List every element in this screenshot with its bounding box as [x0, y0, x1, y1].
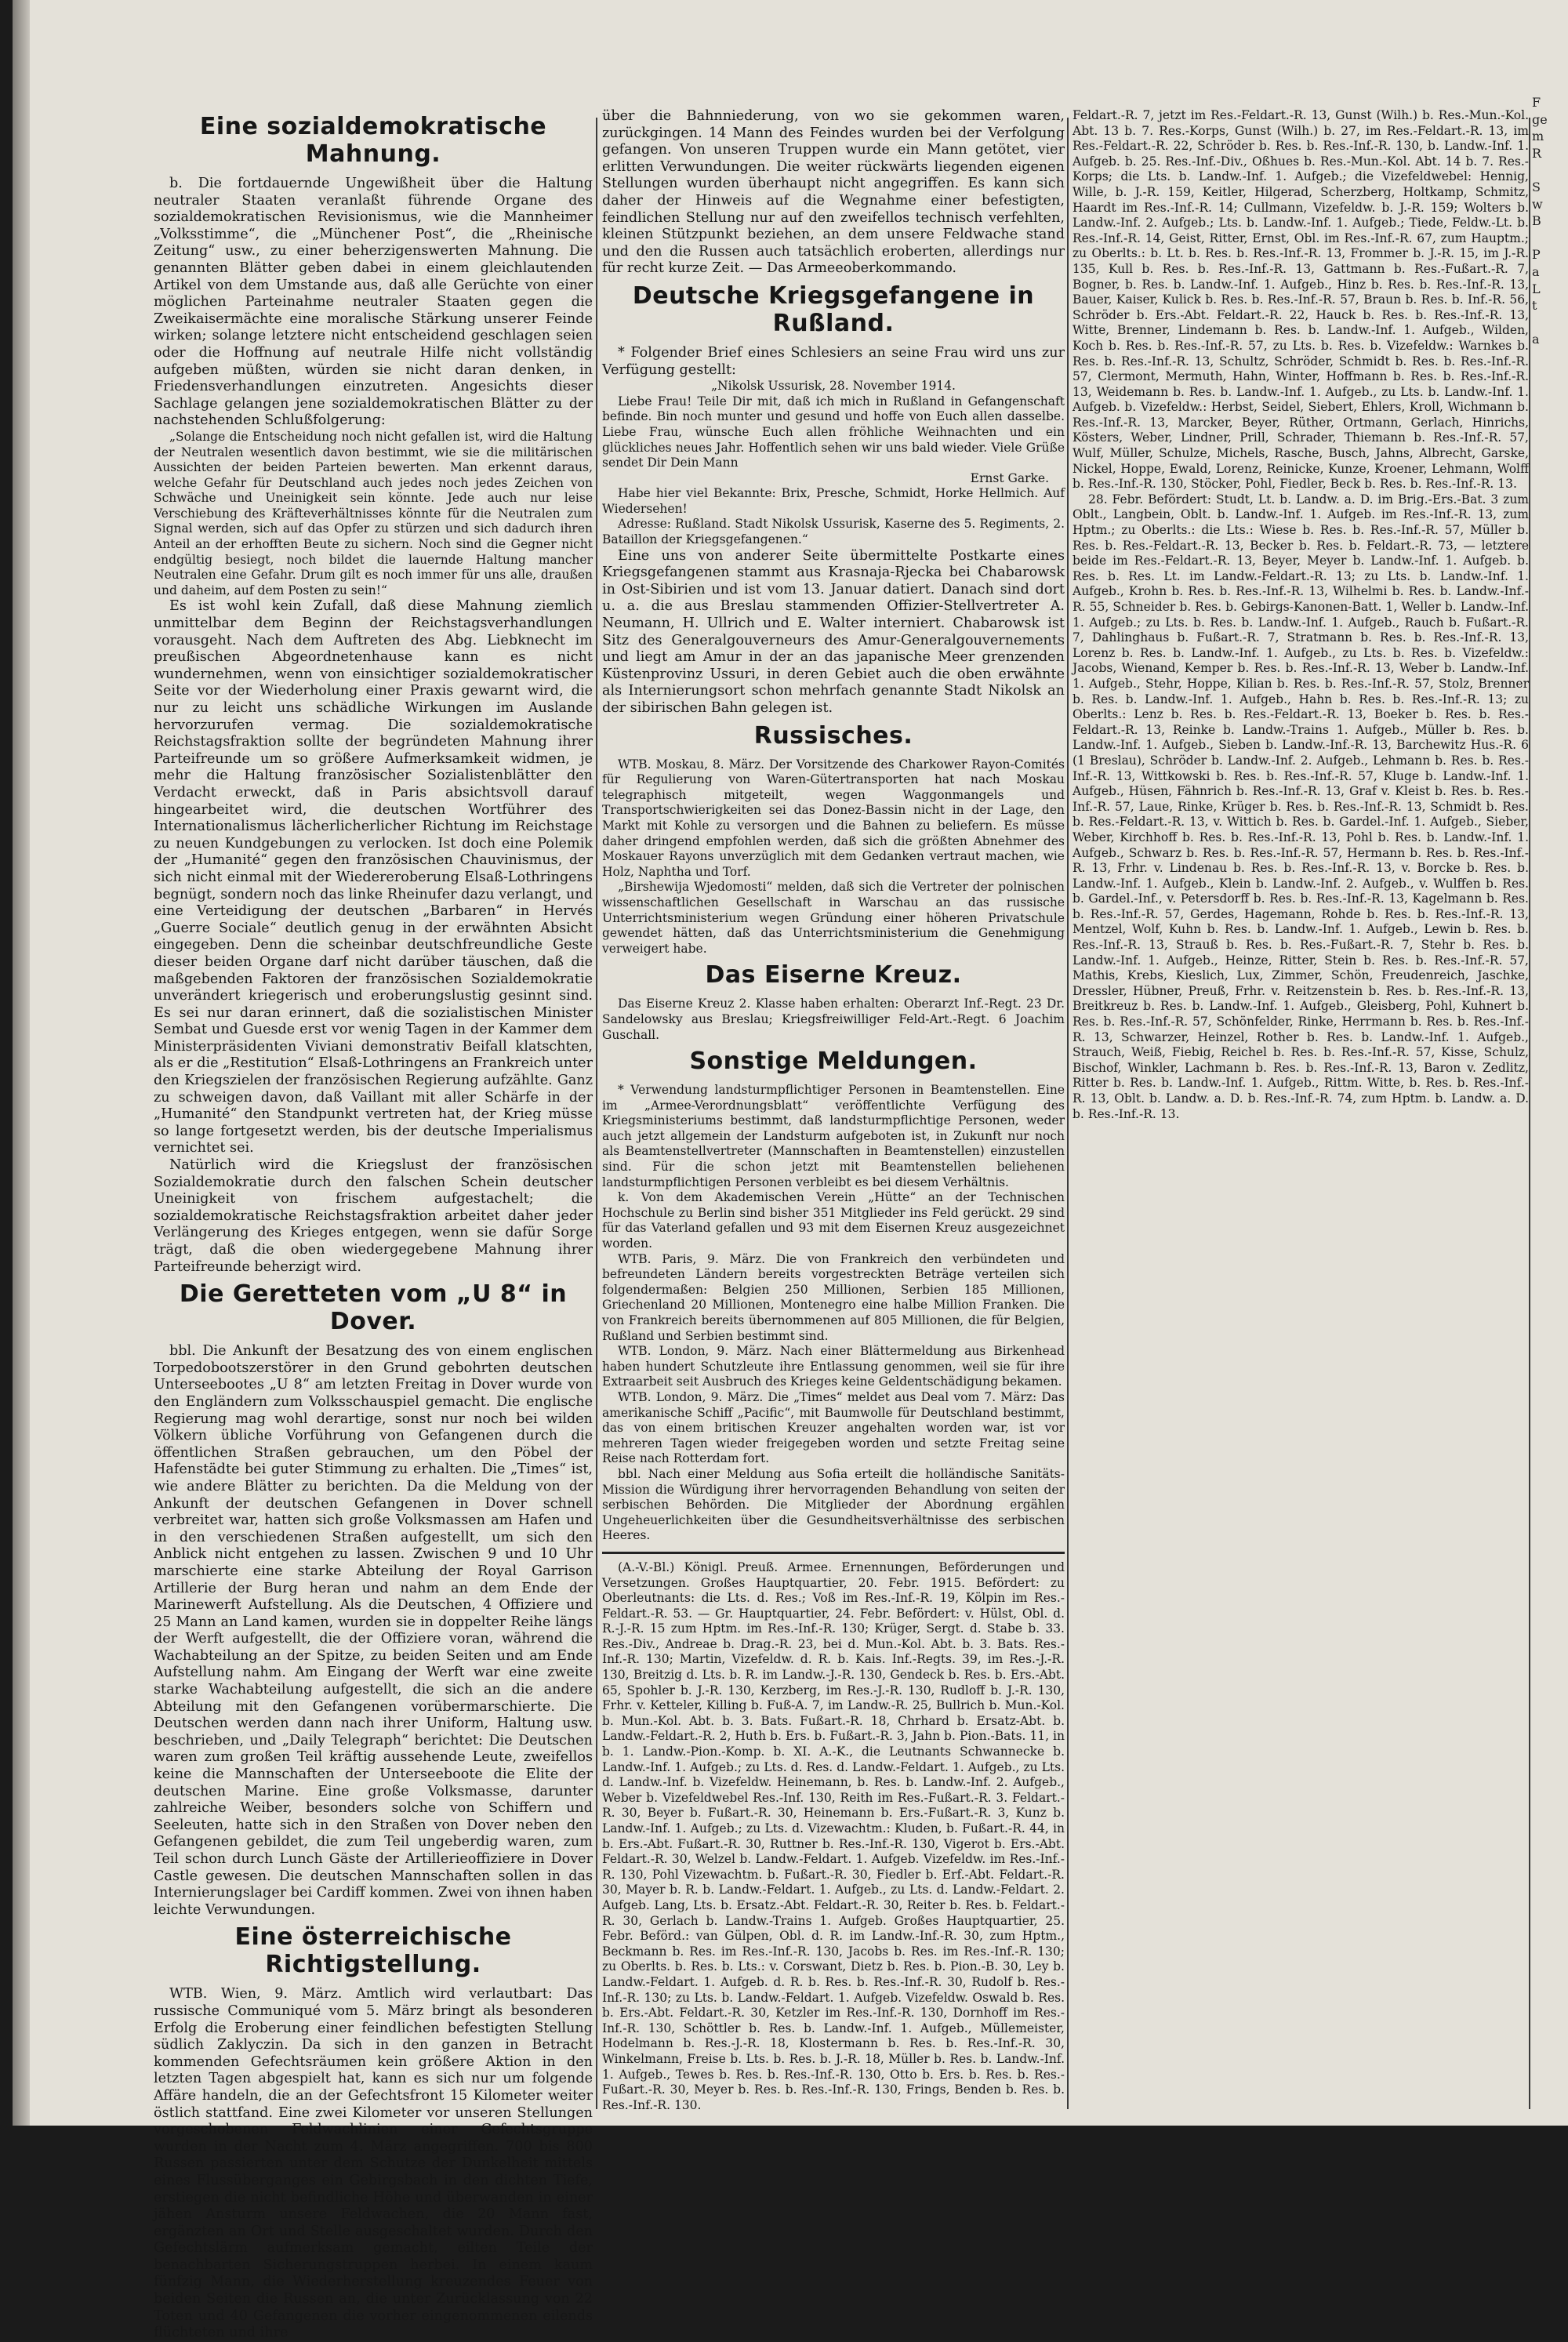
cropped-line-fragment	[1532, 467, 1568, 484]
cropped-line-fragment: t	[1532, 298, 1537, 314]
cropped-line-fragment: F	[1532, 95, 1541, 110]
cropped-line-fragment	[1532, 500, 1568, 517]
article-heading: Deutsche Kriegsgefangene in Rußland.	[632, 281, 1035, 337]
military-appointments: 28. Febr. Befördert: Studt, Lt. b. Landw. a. D. im Brig.-Ers.-Bat. 3 zum Oblt., Langbein, Oblt. b. Landw.-Inf. 1. Aufgeb. im Res.-Inf.-R. 13, zum Hptm.; zu Oberlts.: die Lts.: Wiese b. Res. b. Res.-Inf.-R. 57, Müller b. Res. b. Res.-Feldart.-R. 13, Becker b. Res. b. Feldart.-R. 73, — letztere beide im Res.-Feldart.-R. 13, Beyer, Meyer b. Landw.-Inf. 1. Aufgeb. b. Res. b. Res. Lt. im Landw.-Feldart.-R. 13; zu Lts. b. Landw.-Inf. 1. Aufgeb., Krohn b. Res. b. Res.-Inf.-R. 13, Wilhelmi b. Res. b. Landw.-Inf.-R. 55, Schneider b. Res. b. Gebirgs-Kanonen-Batt. 1, Weller b. Landw.-Inf. 1. Aufgeb.; zu Lts. b. Res. b. Landw.-Inf. 1. Aufgeb., Rauch b. Fußart.-R. 7, Dahlinghaus b. Fußart.-R. 7, Stratmann b. Res. b. Res.-Inf.-R. 13, Lorenz b. Res. b. Landw.-Inf. 1. Aufgeb., zu Lts. b. Res. b. Vizefeldw.: Jacobs, Wienand, Kemper b. Res. b. Res.-Inf.-R. 13, Weber b. Landw.-Inf. 1. Aufgeb., Stehr, Hoppe, Kilian b. Res. b. Res.-Inf.-R. 57, Stolz, Brenner b. Res. b. Landw.-Inf. 1. Aufgeb., Hahn b. Res. b. Res.-Inf.-R. 13; zu Oberlts.: Lenz b. Res. b. Res.-Feldart.-R. 13, Boeker b. Res. b. Res.-Feldart.-R. 13, Reinke b. Landw.-Trains 1. Aufgeb., Müller b. Res. b. Landw.-Inf. 1. Aufgeb., Sieben b. Landw.-Inf.-R. 13, Barchewitz Hus.-R. 6 (1 Breslau), Schröder b. Landw.-Inf. 2. Aufgeb., Lehmann b. Res. b. Res.-Inf.-R. 13, Wittkowski b. Res. b. Res.-Inf.-R. 57, Kluge b. Landw.-Inf. 1. Aufgeb., Hüsen, Fähnrich b. Res.-Inf.-R. 13, Graf v. Kleist b. Res. b. Res.-Inf.-R. 57, Laue, Rinke, Krüger b. Res. b. Res.-Inf.-R. 13, Schmidt b. Res. b. Res.-Feldart.-R. 13, v. Wittich b. Res. b. Gardel.-Inf. 1. Aufgeb., Sieber, Weber, Kirchhoff b. Res. b. Res.-Inf.-R. 13, Pohl b. Res. b. Landw.-Inf. 1. Aufgeb., Schwarz b. Res. b. Res.-Inf.-R. 57, Hermann b. Res. b. Res.-Inf.-R. 13, Frhr. v. Lindenau b. Res. b. Res.-Inf.-R. 13, v. Borcke b. Res. b. Landw.-Inf. 1. Aufgeb., Klein b. Landw.-Inf. 2. Aufgeb., v. Wulffen b. Res. b. Gardel.-Inf., v. Petersdorff b. Res. b. Res.-Inf.-R. 13, Kagelmann b. Res. b. Res.-Inf.-R. 57, Gerdes, Hagemann, Rohde b. Res. b. Res.-Inf.-R. 13, Mentzel, Wolf, Kuhn b. Res. b. Landw.-Inf. 1. Aufgeb., Lewin b. Res. b. Res.-Inf.-R. 13, Strauß b. Res. b. Res.-Fußart.-R. 7, Stehr b. Res. b. Landw.-Inf. 1. Aufgeb., Heinze, Ritter, Stein b. Res. b. Res.-Inf.-R. 57, Mathis, Krebs, Kieslich, Lux, Zimmer, Schön, Freudenreich, Jaschke, Dressler, Hübner, Preuß, Frhr. v. Reitzenstein b. Res. b. Res.-Inf.-R. 13, Breitkreuz b. Res. b. Landw.-Inf. 1. Aufgeb., Gleisberg, Pohl, Kuhnert b. Res. b. Res.-Inf.-R. 57, Schönfelder, Rinke, Herrmann b. Res. b. Res.-Inf.-R. 13, Schwarzer, Heinzel, Rother b. Res. b. Landw.-Inf. 1. Aufgeb., Strauch, Weiß, Fiebig, Reichel b. Res. b. Res.-Inf.-R. 57, Kisse, Schulz, Bischof, Winkler, Lachmann b. Res. b. Res.-Inf.-R. 13, Baron v. Zedlitz, Ritter b. Res. b. Landw.-Inf. 1. Aufgeb., Rittm. Witte, b. Res. b. Res.-Inf.-R. 13, Oblt. b. Landw. a. D. b. Res.-Inf.-R. 74, zum Hptm. b. Landw. a. D. b. Res.-Inf.-R. 13.	[1073, 492, 1529, 1121]
cropped-line-fragment	[1532, 382, 1568, 399]
article-paragraph: WTB. London, 9. März. Nach einer Blättermeldung aus Birkenhead haben hundert Schutzleute ihre Entlassung genommen, weil sie für ihre Extraarbeit seit Ausbruch des Krieges keine Geldentschädigung bekamen.	[602, 1344, 1065, 1389]
article-paragraph: * Verwendung landsturmpflichtiger Personen in Beamtenstellen. Eine im „Armee-Verordnungsblatt“ veröffentlichte Verfügung des Kriegsministeriums bestimmt, daß landsturmpflichtige Personen, weder auch jetzt allgemein der Landsturm aufgeboten ist, in Zukunft nur noch als Beamtenstellvertreter (Mannschaften in Beamtenstellen) einzustellen sind. Für die schon jetzt mit Beamtenstellen beliehenen landsturmpflichtigen Personen verbleibt es bei diesem Verhältnis.	[602, 1083, 1065, 1189]
cropped-line-fragment	[1532, 568, 1568, 586]
letter-signature: Ernst Garke.	[970, 470, 1049, 485]
article-paragraph: über die Bahnniederung, von wo sie gekommen waren, zurückgingen. 14 Mann des Feindes wurden bei der Verfolgung gefangen. Von unseren Truppen wurde ein Mann getötet, vier erlitten Verwundungen. Die weiter rückwärts liegenden eigenen Stellungen wurden überhaupt nicht angegriffen. Es kann sich daher der Hinweis auf die Wegnahme einer befestigten, feindlichen Stellung nur auf den zweifellos technisch verfehlten, kleinen Stützpunkt beziehen, an dem unsere Feldwache stand und den die Russen auch tatsächlich eroberten, allerdings nur für recht kurze Zeit. — Das Armeeoberkommando.	[602, 108, 1065, 277]
cropped-line-fragment	[1532, 314, 1568, 332]
cropped-line-fragment: S	[1532, 179, 1541, 194]
cropped-line-fragment	[1532, 602, 1568, 619]
military-appointments: (A.-V.-Bl.) Königl. Preuß. Armee. Ernennungen, Beförderungen und Versetzungen. Großes Hauptquartier, 20. Febr. 1915. Befördert: zu Oberleutnants: die Lts. d. Res.; Voß im Res.-Inf.-R. 19, Kölpin im Res.-Feldart.-R. 53. — Gr. Hauptquartier, 24. Febr. Befördert: v. Hülst, Obl. d. R.-J.-R. 15 zum Hptm. im Res.-Inf.-R. 130; Krüger, Sergt. d. Stabe b. 33. Res.-Div., Andreae b. Drag.-R. 23, bei d. Mun.-Kol. Abt. b. 3. Bats. Res.-Inf.-R. 130; Martin, Vizefeldw. d. R. b. Kais. Inf.-Regts. 39, im Res.-J.-R. 130, Breitzig d. Lts. b. R. im Landw.-J.-R. 130, Gendeck b. Res. b. Ers.-Abt. 65, Spohler b. J.-R. 130, Kerzberg, im Res.-J.-R. 130, Rudloff b. J.-R. 130, Frhr. v. Ketteler, Killing b. Fuß-A. 7, im Landw.-R. 25, Bullrich b. Mun.-Kol. b. Mun.-Kol. Abt. b. 3. Bats. Fußart.-R. 18, Chrhard b. Ersatz-Abt. b. Landw.-Feldart.-R. 2, Huth b. Ers. b. Fußart.-R. 3, Jahn b. Pion.-Bats. 11, in b. 1. Landw.-Pion.-Komp. b. XI. A.-K., die Leutnants Schwannecke b. Landw.-Inf. 1. Aufgeb.; zu Lts. d. Res. d. Landw.-Feldart. 1. Aufgeb., zu Lts. d. Landw.-Inf. b. Vizefeldw. Heinemann, b. Res. b. Landw.-Inf. 2. Aufgeb., Weber b. Vizefeldwebel Res.-Inf. 130, Reith im Res.-Fußart.-R. 3. Feldart.-R. 30, Beyer b. Fußart.-R. 30, Heinemann b. Ers.-Fußart.-R. 3, Kunz b. Landw.-Inf. 1. Aufgeb.; zu Lts. d. Vizewachtm.: Kluden, b. Fußart.-R. 44, in b. Ers.-Abt. Fußart.-R. 30, Ruttner b. Res.-Inf.-R. 130, Vigerot b. Ers.-Abt. Feldart.-R. 30, Welzel b. Landw.-Feldart. 1. Aufgeb. Vizefeldw. im Res.-Inf.-R. 130, Pohl Vizewachtm. b. Fußart.-R. 30, Fiedler b. Erf.-Abt. Feldart.-R. 30, Mayer b. R. b. Landw.-Feldart. 1. Aufgeb., zu Lts. d. Landw.-Feldart. 2. Aufgeb. Lang, Lts. b. Ersatz.-Abt. Feldart.-R. 30, Reiter b. Res. b. Feldart.-R. 30, Gerlach b. Landw.-Trains 1. Aufgeb. Großes Hauptquartier, 25. Febr. Beförd.: van Gülpen, Obl. d. R. im Landw.-Inf.-R. 30, zum Hptm., Beckmann b. Res. im Res.-Inf.-R. 130, Jacobs b. Res. im Res.-Inf.-R. 130; zu Oberlts. b. Res. b. Lts.: v. Corswant, Dietz b. Res. b. Pion.-B. 30, Ley b. Landw.-Feldart. 1. Aufgeb. d. R. b. Res. b. Res.-Inf.-R. 30, Rudolf b. Res.-Inf.-R. 130; zu Lts. b. Landw.-Feldart. 1. Aufgeb. Vizefeldw. Oswald b. Res. b. Ers.-Abt. Feldart.-R. 30, Ketzler im Res.-Inf.-R. 130, Dornhoff im Res.-Inf.-R. 130, Schöttler b. Res. b. Landw.-Inf. 1. Aufgeb., Müllemeister, Hodelmann b. Res.-J.-R. 18, Klostermann b. Res. b. Res.-Inf.-R. 30, Winkelmann, Freise b. Lts. b. Res. b. J.-R. 18, Müller b. Res. b. Landw.-Inf. 1. Aufgeb., Tewes b. Res. b. Res.-Inf.-R. 130, Otto b. Ers. b. Res. b. Res.-Fußart.-R. 30, Meyer b. Res. b. Res.-Inf.-R. 130, Frings, Benden b. Res. b. Res.-Inf.-R. 130.	[602, 1560, 1065, 2112]
cropped-line-fragment	[1532, 399, 1568, 416]
article-paragraph: Natürlich wird die Kriegslust der französischen Sozialdemokratie durch den falschen Schein deutscher Uneinigkeit von frischem aufgestachelt; die sozialdemokratische Reichstagsfraktion arbeitet daher jeder Verlängerung des Krieges entgegen, wenn sie dafür Sorge trägt, daß die oben wiedergegebene Mahnung ihrer Parteifreunde beherzigt wird.	[154, 1157, 593, 1275]
cropped-line-fragment	[1532, 365, 1568, 383]
cropped-line-fragment: P	[1532, 247, 1541, 263]
cropped-line-fragment	[1532, 585, 1568, 602]
article-paragraph: Es ist wohl kein Zufall, daß diese Mahnung ziemlich unmittelbar dem Beginn der Reichstagsverhandlungen vorausgeht. Nach dem Auftreten des Abg. Liebknecht im preußischen Abgeordnetenhause kann es nicht wundernehmen, wenn von einsichtiger sozialdemokratischer Seite vor der Wiederholung einer Praxis gewarnt wird, die nur zu leicht uns schädliche Wirkungen im Auslande hervorzurufen vermag. Die sozialdemokratische Reichstagsfraktion sollte der begründeten Mahnung ihrer Parteifreunde um so größere Aufmerksamkeit widmen, je mehr die Haltung französischer Sozialistenblätter den Verdacht erweckt, daß in Paris absichtsvoll darauf hingearbeitet wird, die deutschen Wortführer des Internationalismus lächerlicherlicher Richtung im Reichstage zu neuen Kundgebungen zu verlocken. Ist doch eine Polemik der „Humanité“ gegen den französischen Chauvinismus, der sich nicht einmal mit der Wiedereroberung Elsaß-Lothringens begnügt, sondern noch das linke Rheinufer dazu verlangt, und eine Verteidigung der deutschen „Barbaren“ in Hervés „Guerre Sociale“ deutlich genug in der erwähnten Absicht eingegeben. Denn die scheinbar deutschfreundliche Geste dieser beiden Organe darf nicht darüber täuschen, daß die maßgebenden Faktoren der französischen Sozialdemokratie unverändert kriegerisch und eroberungslustig gesinnt sind. Es sei nur daran erinnert, daß die sozialistischen Minister Sembat und Guesde erst vor wenig Tagen in der Kammer dem Ministerpräsidenten Viviani demonstrativ Beifall klatschten, als er die „Restitution“ Elsaß-Lothringens an Frankreich unter den Kriegszielen der französischen Regierung aufzählte. Ganz zu schweigen davon, daß Vaillant mit aller Schärfe in der „Humanité“ den Standpunkt vertreten hat, der Krieg müsse so lange fortgesetzt werden, bis der deutsche Imperialismus vernichtet sei.	[154, 598, 593, 1156]
letter-address: Adresse: Rußland. Stadt Nikolsk Ussurisk, Kaserne des 5. Regiments, 2. Bataillon der Kriegsgefangenen.“	[602, 517, 1065, 547]
column-rule	[596, 118, 597, 2109]
article-paragraph: Eine uns von anderer Seite übermittelte Postkarte eines Kriegsgefangenen stammt aus Krasnaja-Rjecka bei Chabarowsk in Ost-Sibirien und ist vom 13. Januar datiert. Danach sind dort u. a. die aus Breslau stammenden Offizier-Stellvertreter A. Neumann, H. Ullrich und E. Walter interniert. Chabarowsk ist Sitz des Generalgouverneurs des Amur-Generalgouvernements und liegt am Amur in der an das japanische Meer grenzenden Küstenprovinz Ussuri, in deren Gebiet auch die oben erwähnte als Internierungsort schon mehrfach genannte Stadt Nikolsk an der sibirischen Bahn gelegen ist.	[602, 547, 1065, 716]
column-1	[154, 108, 593, 2341]
cropped-line-fragment	[1532, 162, 1568, 179]
cropped-line-fragment: m	[1532, 129, 1544, 144]
cropped-line-fragment: L	[1532, 281, 1541, 296]
cropped-line-fragment	[1532, 416, 1568, 433]
article-heading: Sonstige Meldungen.	[689, 1048, 978, 1076]
military-appointments: Feldart.-R. 7, jetzt im Res.-Feldart.-R. 13, Gunst (Wilh.) b. Res.-Mun.-Kol. Abt. 13 b. 7. Res.-Korps, Gunst (Wilh.) b. 27, im Res.-Feldart.-R. 13, im Res.-Feldart.-R. 22, Schröder b. Res. b. Res.-Inf.-R. 130, b. Landw.-Inf. 1. Aufgeb. b. 25. Res.-Inf.-Div., Oßhues b. Res.-Mun.-Kol. Abt. 14 b. 7. Res.-Korps; die Lts. b. Landw.-Inf. 1. Aufgeb.; die Vizefeldwebel: Hennig, Wille, b. J.-R. 159, Keitler, Hilgerad, Scherzberg, Holtkamp, Schmitz, Haardt im Res.-Inf.-R. 14; Cullmann, Vizefeldw. b. J.-R. 159; Wolters b. Landw.-Inf. 2. Aufgeb.; Lts. b. Landw.-Inf. 1. Aufgeb.; Tiede, Feldw.-Lt. b. Res.-Inf.-R. 14, Geist, Ritter, Ernst, Obl. im Res.-Inf.-R. 67, zum Hauptm.; zu Oberlts.: b. Lt. b. Res. b. Res.-Inf.-R. 13, Frommer b. J.-R. 15, im J.-R. 135, Kull b. Res. b. Res.-Inf.-R. 13, Gattmann b. Res.-Fußart.-R. 7, Bogner, b. Res. b. Landw.-Inf. 1. Aufgeb., Hinz b. Res. b. Res.-Inf.-R. 13, Bauer, Kaiser, Kulick b. Res. b. Res.-Inf.-R. 57, Braun b. Res. b. Inf.-R. 56, Schröder b. Ers.-Abt. Feldart.-R. 22, Hauck b. Res. b. Res.-Inf.-R. 13, Witte, Brenner, Lindemann b. Res. b. Landw.-Inf. 1. Aufgeb., Wilden, Koch b. Res. b. Res.-Inf.-R. 57, zu Lts. b. Res. b. Vizefeldw.: Warnkes b. Res. b. Res.-Inf.-R. 13, Schultz, Schröder, Schmidt b. Res. b. Res.-Inf.-R. 57, Clermont, Mermuth, Hahn, Winter, Hoffmann b. Res. b. Res.-Inf.-R. 13, Weidemann b. Res. b. Landw.-Inf. 1. Aufgeb., zu Lts. b. Landw.-Inf. 1. Aufgeb. b. Vizefeldw.: Herbst, Seidel, Siebert, Ehlers, Kroll, Wichmann b. Res.-Inf.-R. 13, Marcker, Beyer, Rüther, Ortmann, Gerlach, Hinrichs, Kösters, Weber, Lindner, Prill, Schrader, Thiemann b. Res.-Inf.-R. 57, Wulf, Müller, Schulze, Michels, Rasche, Busch, Jahns, Albrecht, Garske, Nickel, Hoppe, Ewald, Lorenz, Reinicke, Kunze, Kroener, Lehmann, Wolff b. Res.-Inf.-R. 130, Stöcker, Pohl, Fiedler, Beck b. Res. b. Res.-Inf.-R. 13.	[1073, 108, 1529, 492]
column-3	[1073, 108, 1529, 2123]
letter-dateline: „Nikolsk Ussurisk, 28. November 1914.	[711, 379, 956, 394]
article-paragraph: k. Von dem Akademischen Verein „Hütte“ an der Technischen Hochschule zu Berlin sind bisher 351 Mitglieder ins Feld gerückt. 29 sind für das Vaterland gefallen und 93 mit dem Eisernen Kreuz ausgezeichnet worden.	[602, 1190, 1065, 1251]
article-paragraph: WTB. Moskau, 8. März. Der Vorsitzende des Charkower Rayon-Comités für Regulierung von Waren-Gütertransporten hat nach Moskau telegraphisch mitgeteilt, wegen Waggonmangels und Transportschwierigkeiten sei das Donez-Bassin nicht in der Lage, den Markt mit Kohle zu versorgen und die Bahnen zu beliefern. Es müsse daher dringend empfohlen werden, daß sich die größten Abnehmer des Moskauer Rayons unverzüglich mit dem Gedanken vertraut machen, wie Holz, Naphtha und Torf.	[602, 757, 1065, 879]
cropped-line-fragment	[1532, 619, 1568, 636]
binding-gutter	[13, 0, 30, 2126]
cropped-line-fragment: a	[1532, 263, 1540, 279]
column-rule	[1067, 118, 1069, 2109]
article-heading: Das Eiserne Kreuz.	[705, 961, 962, 989]
column-rule	[1529, 118, 1530, 2109]
article-heading: Eine sozialdemokratische Mahnung.	[199, 113, 547, 168]
article-paragraph: Das Eiserne Kreuz 2. Klasse haben erhalten: Oberarzt Inf.-Regt. 23 Dr. Sandelowsky aus Breslau; Kriegsfreiwilliger Feld-Art.-Regt. 6 Joachim Guschall.	[602, 997, 1065, 1042]
cropped-line-fragment: w	[1532, 196, 1543, 212]
column-2	[602, 108, 1065, 2123]
article-heading: Russisches.	[753, 721, 913, 750]
article-heading: Die Geretteten vom „U 8“ in Dover.	[179, 1280, 568, 1336]
letter-body: Liebe Frau! Teile Dir mit, daß ich mich in Rußland in Gefangenschaft befinde. Bin noch munter und gesund und hoffe von Euch allen dasselbe. Liebe Frau, wünsche Euch allen fröhliche Weihnachten und ein glückliches neues Jahr. Hoffentlich sehen wir uns bald wieder. Viele Grüße sendet Dir Dein Mann	[602, 394, 1065, 470]
quoted-paragraph: „Solange die Entscheidung noch nicht gefallen ist, wird die Haltung der Neutralen wesentlich davon bestimmt, wie sie die militärischen Aussichten der beiden Parteien bewerten. Man erkennt daraus, welche Gefahr für Deutschland auch jedes noch jedes Zeichen von Schwäche und Uneinigkeit sein könnte. Jede auch nur leise Verschiebung des Kräfteverhältnisses könnte für die Neutralen zum Signal werden, sich auf das Opfer zu stürzen und sich dadurch ihren Anteil an der erhofften Beute zu sichern. Noch sind die Gegner nicht endgültig besiegt, noch bildet die lauernde Haltung mancher Neutralen eine Gefahr. Drum gilt es noch immer für uns alle, draußen und daheim, auf dem Posten zu sein!“	[154, 429, 593, 597]
article-paragraph: WTB. London, 9. März. Die „Times“ meldet aus Deal vom 7. März: Das amerikanische Schiff „Pacific“, mit Baumwolle für Deutschland bestimmt, das von einem britischen Kreuzer angehalten worden war, ist vor mehreren Tagen wieder freigegeben worden und setzte Freitag seine Reise nach Rotterdam fort.	[602, 1389, 1065, 1466]
article-paragraph: WTB. Wien, 9. März. Amtlich wird verlautbart: Das russische Communiqué vom 5. März bringt als besonderen Erfolg die Eroberung einer feindlichen befestigten Stellung südlich Zaklyczin. Da sich in den ganzen in Betracht kommenden Gefechtsräumen kein größere Aktion in den letzten Tagen abgespielt hat, kann es sich nur um folgende Affäre handeln, die an der Gefechtsfront 15 Kilometer weiter östlich stattfand. Eine zwei Kilometer vor unseren Stellungen vorgeschobenen Feldwachlinien einer Gefechtsgruppe wurden in der Nacht zum 4. März angegriffen. 700 bis 800 Russen passierten unter dem Schutze der Dunkelheit mittels eines Flussüberganges ein Gebirgsbach in den dichten Tiefe, erstiegen die nicht befindliche Höhe und überwanden in einer jähen Ansturm unsere Feldwachen, die 20 Mann fast, ergänzten an Ort und Stelle ausgeschaltet wurden. Durch den Gefechtslärm aufmerksam gemacht, eilten Teile der benachbarten Sicherungstruppen herbei. In einem kaum fünfzig Mann, die Wiederherstellung kreuzendes Feuer von beiden Seiten die Russen an, die unter Zurücklassung von 22 Toten und 40 Gefangenen die vorher eingenommenen eilends flüchteten und ihre	[154, 1986, 593, 2341]
section-divider	[602, 1552, 1065, 1554]
cropped-line-fragment	[1532, 433, 1568, 450]
article-paragraph: bbl. Die Ankunft der Besatzung des von einem englischen Torpedobootszerstörer in den Grund gebohrten deutschen Unterseebootes „U 8“ am letzten Freitag in Dover wurde von den Engländern zum Volksschauspiel gemacht. Die englische Regierung mag wohl derartige, sonst nur noch bei wilden Völkern übliche Vorführung von Gefangenen durch die öffentlichen Straßen gebrauchen, um den Pöbel der Hafenstädte bei guter Stimmung zu erhalten. Die „Times“ ist, wie andere Blätter zu berichten. Da die Meldung von der Ankunft der deutschen Gefangenen in Dover schnell verbreitet war, hatten sich große Volksmassen am Hafen und in den verschiedenen Straßen aufgestellt, um sich den Anblick nicht entgehen zu lassen. Zwischen 9 und 10 Uhr marschierte eine starke Abteilung der Royal Garrison Artillerie der Burg heran und nahm an dem Ende der Marinewerft Aufstellung. Als die Deutschen, 4 Offiziere und 25 Mann an Land kamen, wurden sie in doppelter Reihe längs der Werft aufgestellt, die der Offiziere voran, während die Wachabteilung an der Spitze, zu beiden Seiten und am Ende Aufstellung nahm. Am Eingang der Werft war eine zweite starke Wachabteilung aufgestellt, die sich an die andere Abteilung mit den Gefangenen vorübermarschierte. Die Deutschen werden dann nach ihrer Uniform, Haltung usw. beschrieben, und „Daily Telegraph“ berichtet: Die Deutschen waren zum großen Teil kräftig aussehende Leute, zweifellos keine die Mannschaften der Unterseeboote die Elite der deutschen Marine. Eine große Volksmasse, darunter zahlreiche Weiber, besonders solche von Schiffern und Seeleuten, hatte sich in den Straßen von Dover neben den Gefangenen gebildet, die zum Teil ungeberdig waren, zum Teil schon durch Lunch Gäste der Artillerieoffiziere in Dover Castle gewesen. Die deutschen Mannschaften sollen in das Internierungslager bei Cardiff kommen. Zwei von ihnen haben leichte Verwundungen.	[154, 1343, 593, 1918]
article-heading: Eine österreichische Richtigstellung.	[234, 1923, 512, 1979]
letter-postscript: Habe hier viel Bekannte: Brix, Presche, Schmidt, Horke Hellmich. Auf Wiedersehen!	[602, 486, 1065, 516]
cropped-line-fragment	[1532, 551, 1568, 568]
cropped-line-fragment	[1532, 517, 1568, 535]
cropped-line-fragment: B	[1532, 213, 1541, 229]
cropped-next-column	[1532, 94, 1568, 2126]
cropped-line-fragment	[1532, 230, 1568, 247]
article-paragraph: WTB. Paris, 9. März. Die von Frankreich den verbündeten und befreundeten Ländern bereits vorgestreckten Beträge verteilen sich folgendermaßen: Belgien 250 Millionen, Serbien 185 Millionen, Griechenland 20 Millionen, Montenegro eine halbe Million Franken. Die von Frankreich bereits übernommenen auf 805 Millionen, die für Belgien, Rußland und Serbien bestimmt sind.	[602, 1251, 1065, 1343]
cropped-line-fragment	[1532, 449, 1568, 467]
cropped-line-fragment: a	[1532, 332, 1540, 347]
cropped-line-fragment	[1532, 348, 1568, 365]
cropped-line-fragment: ge	[1532, 111, 1548, 127]
cropped-line-fragment	[1532, 534, 1568, 551]
article-paragraph: * Folgender Brief eines Schlesiers an seine Frau wird uns zur Verfügung gestellt:	[602, 344, 1065, 378]
article-paragraph: bbl. Nach einer Meldung aus Sofia erteilt die holländische Sanitäts-Mission die Würdigung ihrer hervorragenden Behandlung von seiten der serbischen Behörden. Die Mitglieder der Abordnung ergählen Ungeheuerlichkeiten über die Gesundheitsverhältnisse des serbischen Heeres.	[602, 1466, 1065, 1543]
cropped-line-fragment: R	[1532, 145, 1542, 161]
cropped-line-fragment	[1532, 484, 1568, 501]
article-paragraph: b. Die fortdauernde Ungewißheit über die Haltung neutraler Staaten veranlaßt führende Organe des sozialdemokratischen Revisionismus, wie die Mannheimer „Volksstimme“, die „Münchener Post“, die „Rheinische Zeitung“ usw., zu einer beherzigenswerten Mahnung. Die genannten Blätter geben dabei in einem gleichlautenden Artikel von dem Umstande aus, daß alle Gerüchte von einer möglichen Parteinahme neutraler Staaten gegen die Zweikaisermächte eine moralische Stärkung unserer Feinde wirken; solange letztere nicht entscheidend geschlagen seien oder die Hoffnung auf neutrale Hilfe nicht vollständig aufgeben müßten, würden sie nicht daran denken, in Friedensverhandlungen einzutreten. Angesichts dieser Sachlage gelangen jene sozialdemokratischen Blätter zu der nachstehenden Schlußfolgerung:	[154, 176, 593, 429]
cropped-fragments	[1532, 94, 1568, 636]
article-paragraph: „Birshewija Wjedomosti“ melden, daß sich die Vertreter der polnischen wissenschaftlichen Gesellschaft in Warschau an das russische Unterrichtsministerium wegen Gründung einer höheren Privatschule gewendet hätten, daß das Unterrichtsministerium die Genehmigung verweigert habe.	[602, 880, 1065, 956]
newspaper-page	[13, 0, 1568, 2341]
